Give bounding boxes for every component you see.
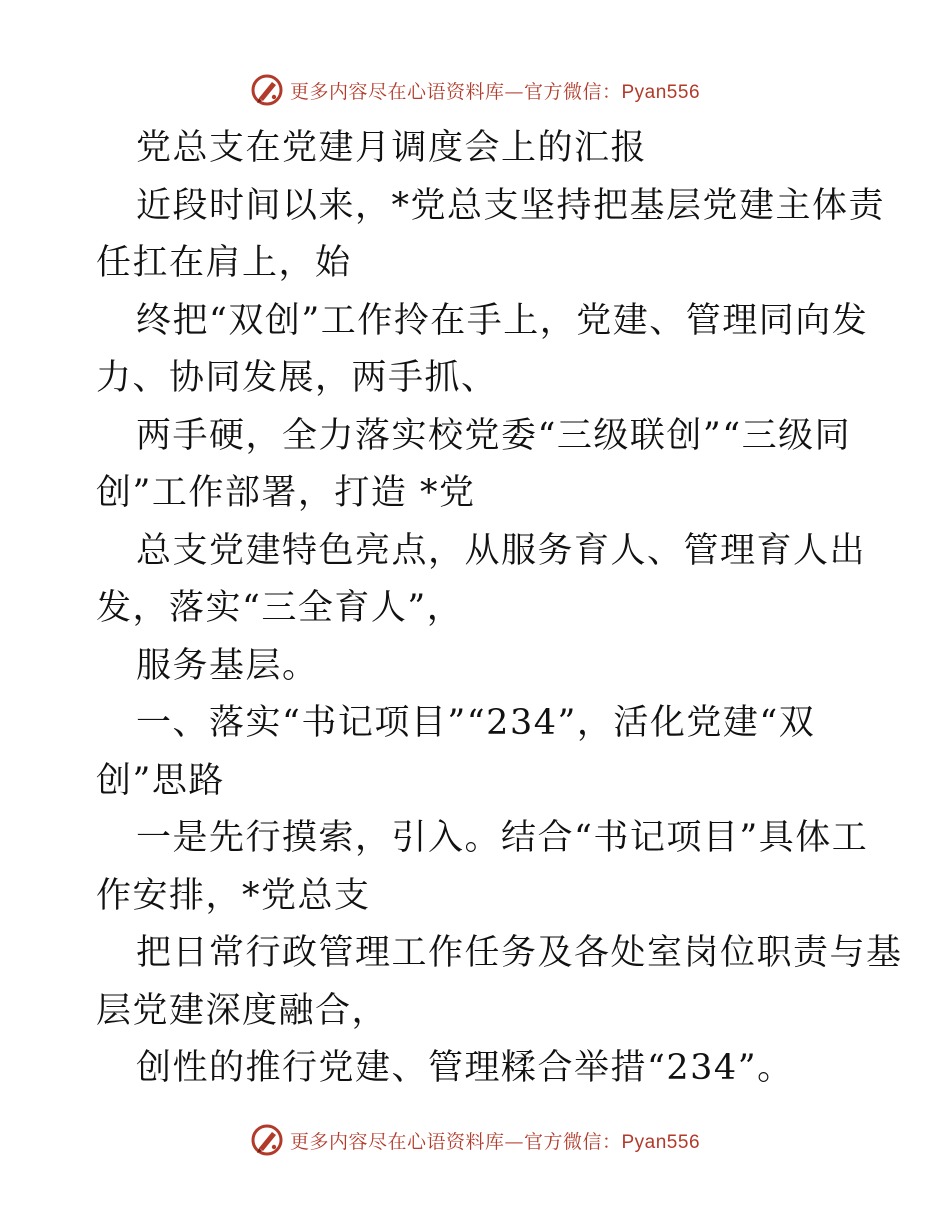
document-line: 层党建深度融合， (96, 990, 389, 1031)
banner-wechat-id: Pyan556 (621, 1131, 701, 1153)
banner-wechat-id: Pyan556 (621, 81, 701, 103)
header-banner (0, 70, 950, 110)
footer-banner (0, 1120, 950, 1160)
document-line: 把日常行政管理工作任务及各处室岗位职责与基 (136, 933, 903, 973)
pen-logo-icon (250, 73, 284, 107)
pen-logo-icon (250, 1123, 284, 1157)
document-line: 终把“双创”工作拎在手上，党建、管理同向发 (136, 300, 869, 341)
footer-banner-text (290, 1127, 700, 1154)
document-body (96, 120, 903, 1098)
document-line: 一是先行摸索，引入。结合“书记项目”具体工 (136, 818, 869, 858)
banner-wechat-label: 官方微信： (523, 80, 622, 103)
document-line: 总支党建特色亮点，从服务育人、管理育人出 (136, 530, 867, 571)
banner-wechat-label: 官方微信： (523, 1130, 622, 1153)
document-line: 创”工作部署，打造 *党 (96, 473, 476, 513)
header-banner-text (290, 77, 700, 104)
banner-separator: — (504, 80, 524, 103)
banner-brand: 更多内容尽在心语资料库 (289, 80, 505, 103)
document-line: 两手硬，全力落实校党委“三级联创”“三级同 (136, 415, 852, 456)
document-line: 近段时间以来，*党总支坚持把基层党建主体责 (136, 185, 886, 226)
document-line: 一、落实“书记项目”“234”，活化党建“双 (136, 703, 816, 743)
document-line: 作安排，*党总支 (96, 875, 371, 916)
document-line: 发，落实“三全育人”， (96, 588, 464, 628)
document-line: 创”思路 (96, 760, 225, 801)
banner-brand: 更多内容尽在心语资料库 (289, 1130, 505, 1153)
document-line: 任扛在肩上，始 (96, 243, 352, 283)
banner-separator: — (504, 1130, 524, 1153)
document-line: 党总支在党建月调度会上的汇报 (136, 128, 648, 168)
document-line: 创性的推行党建、管理糅合举措“234”。 (136, 1048, 794, 1088)
document-line: 力、协同发展，两手抓、 (96, 358, 498, 398)
document-line: 服务基层。 (136, 645, 319, 686)
